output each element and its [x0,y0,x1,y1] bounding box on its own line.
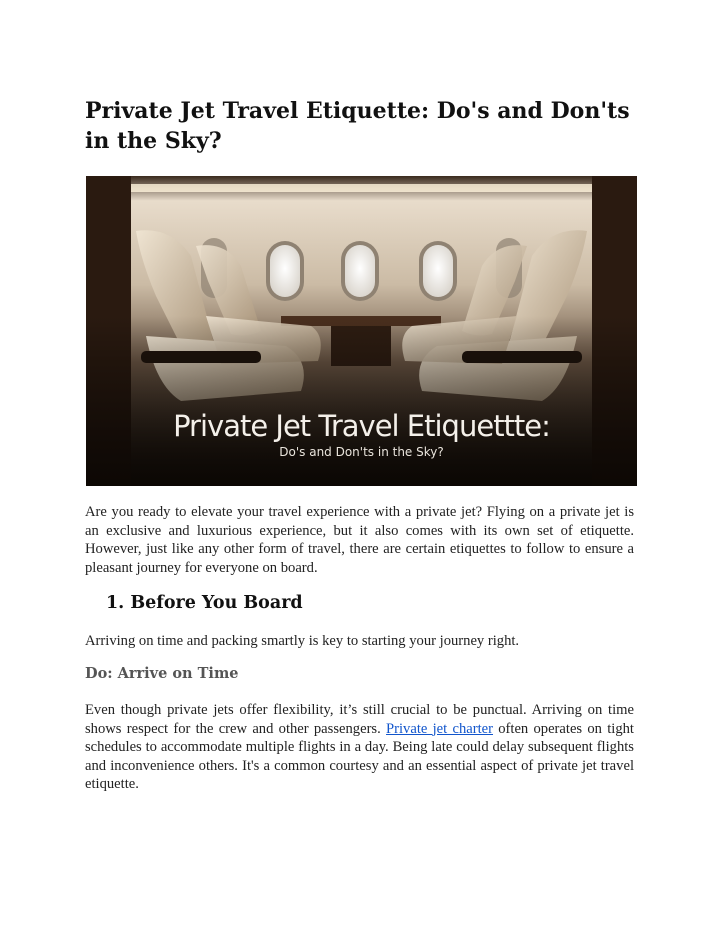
do-arrive-heading: Do: Arrive on Time [85,665,239,682]
hero-heading: Private Jet Travel Etiquettte: [173,409,550,443]
hero-image [86,176,637,486]
arrive-text-after: often operates on tight schedules to accommodate multiple flights in a day. Being late could delay subsequent flights and inconvenience others. It's a common courtesy and an essential aspect of private jet travel etiquette. [85,720,634,792]
intro-paragraph: Are you ready to elevate your travel experience with a private jet? Flying on a private jet is an exclusive and luxurious experience, but it also comes with its own set of etiquette. However, just like any other form of travel, there are certain etiquettes to follow to ensure a pleasant journey for everyone on board. [85,504,634,576]
section-heading: 1. Before You Board [106,593,303,613]
private-jet-charter-link[interactable]: Private jet charter [386,720,493,737]
arrive-paragraph [85,701,634,794]
arrive-text-before: Even though private jets offer flexibility, it’s still crucial to be punctual. Arriving on time shows respect for the crew and other passengers. [85,702,634,737]
section-lead: Arriving on time and packing smartly is key to starting your journey right. [85,633,520,649]
hero-subheading: Do's and Don'ts in the Sky? [279,445,444,459]
page-title: Private Jet Travel Etiquette: Do's and Don'ts in the Sky? [85,98,630,154]
